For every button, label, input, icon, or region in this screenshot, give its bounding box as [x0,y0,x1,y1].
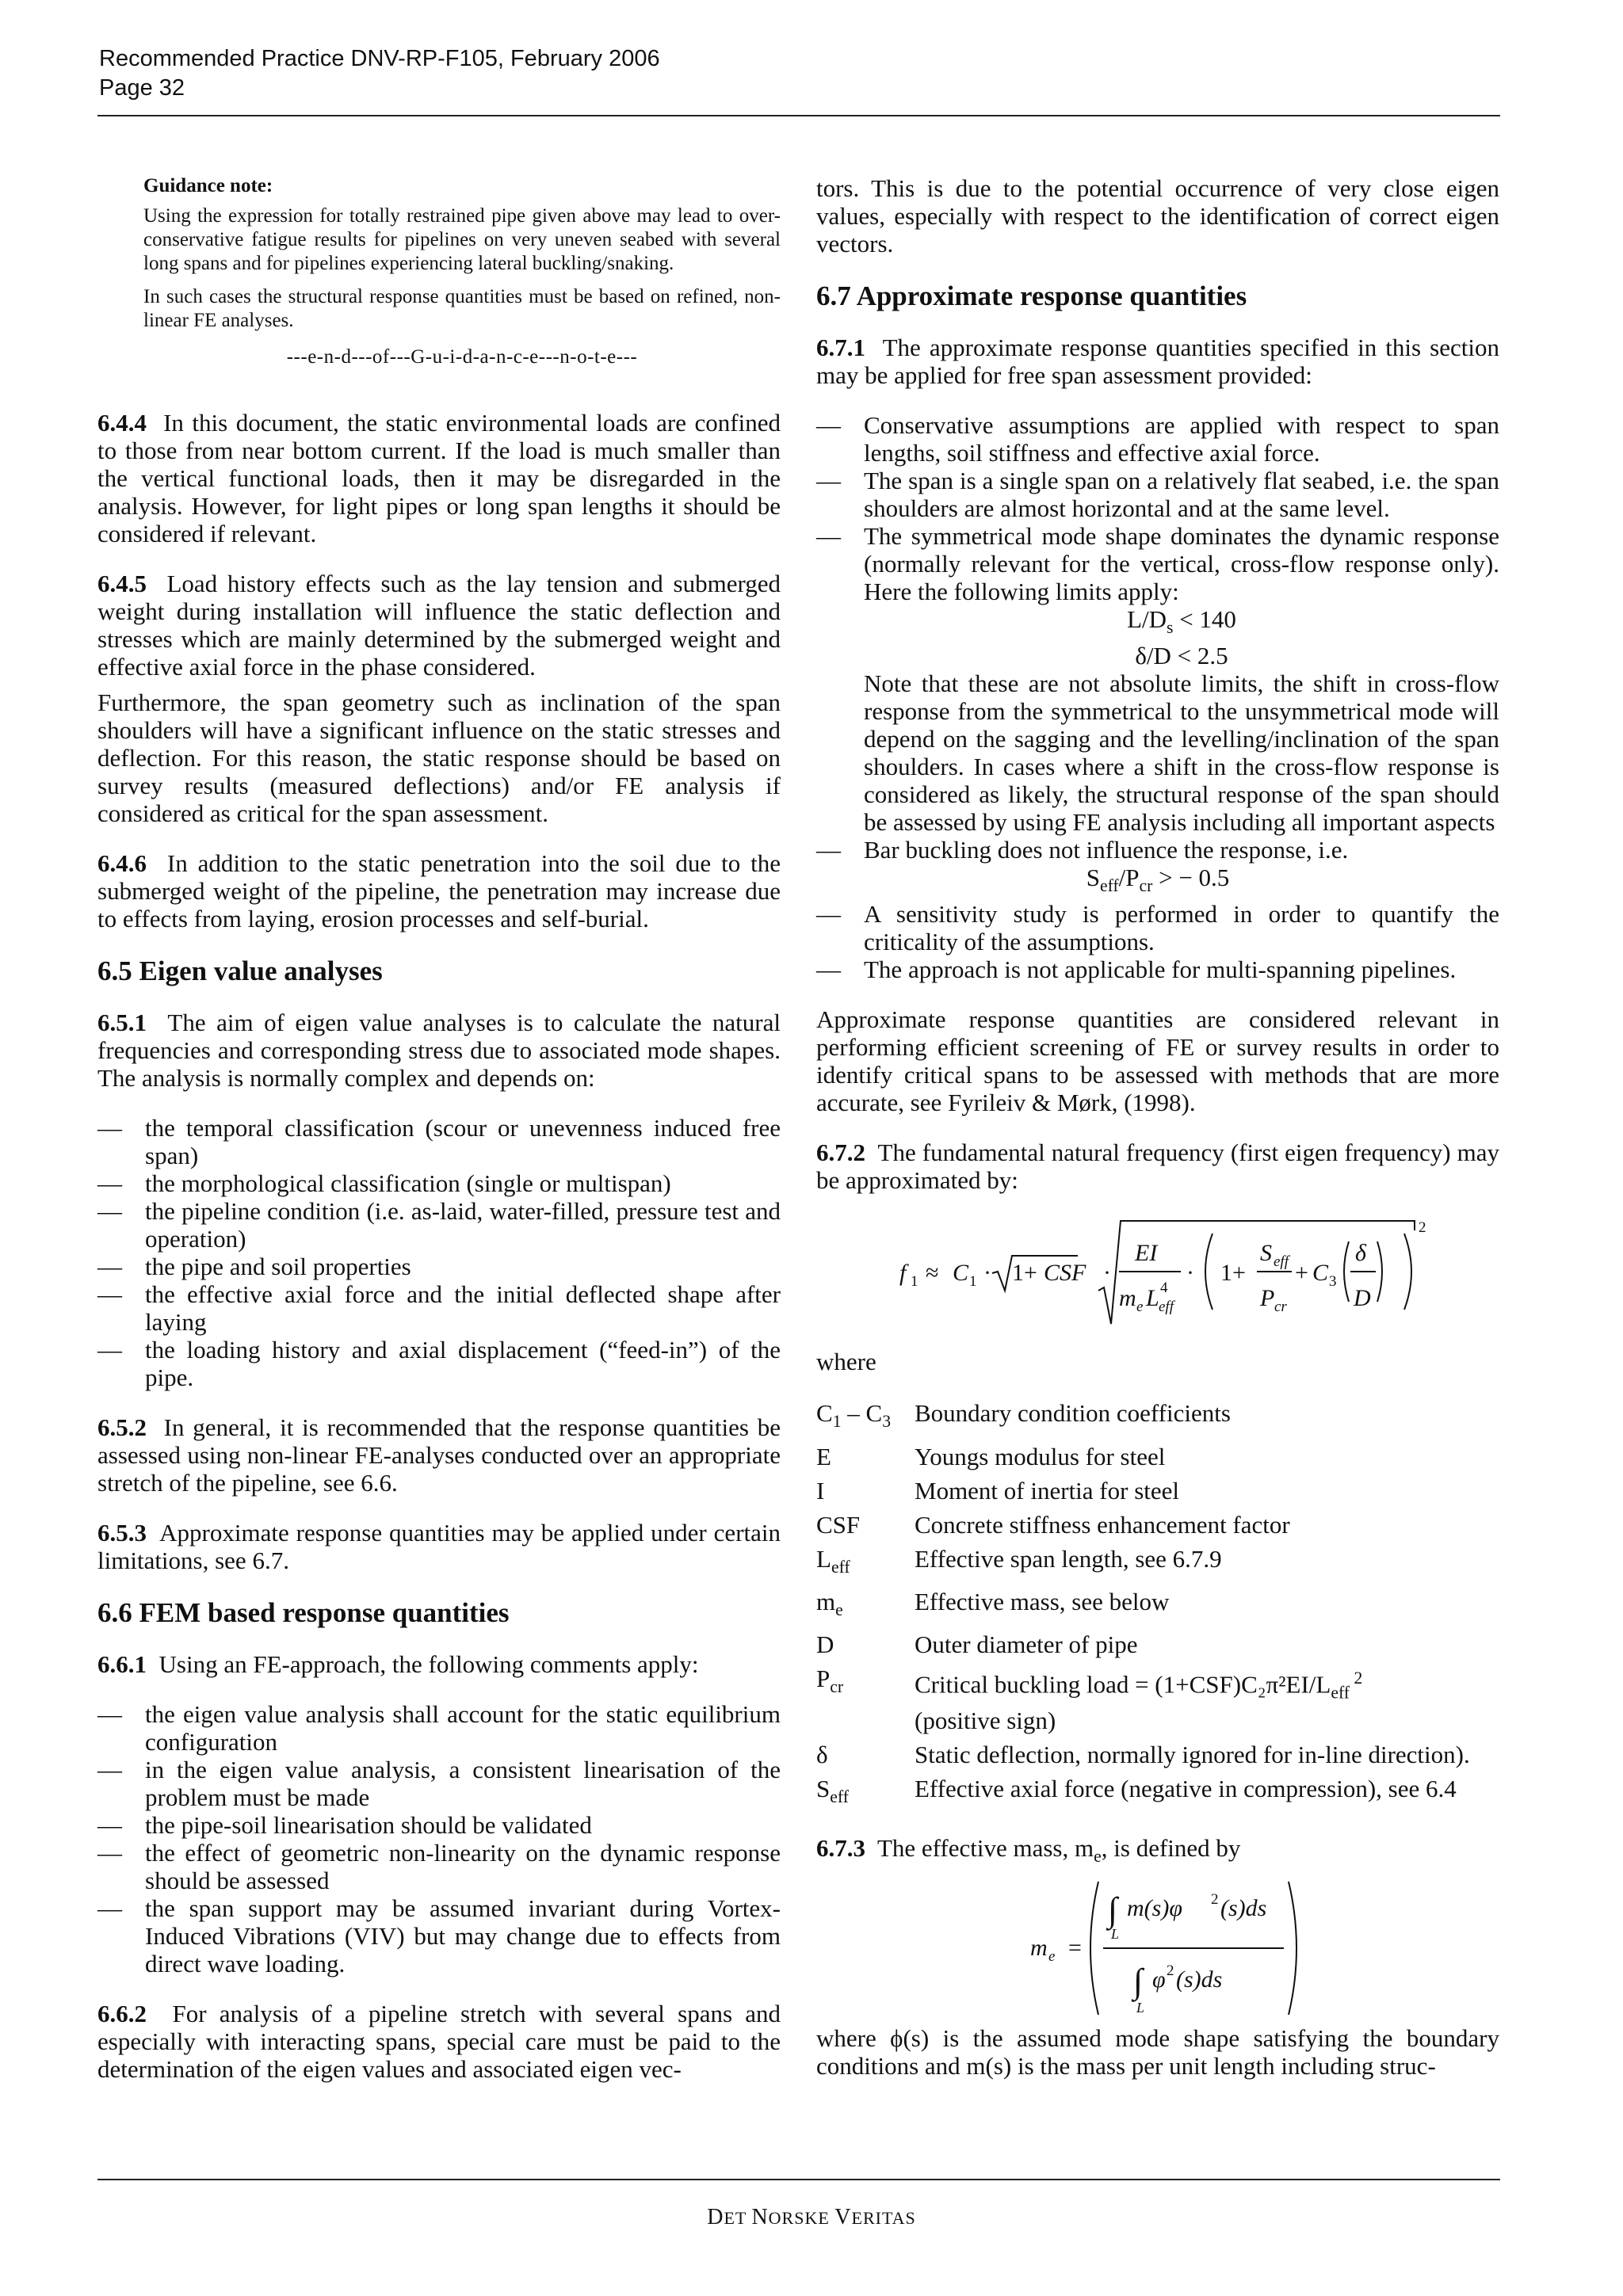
formula-sub: 1 [911,1273,918,1291]
clause-text: The effective mass, m [876,1833,1094,1862]
paragraph-6-7-1 [816,334,1499,389]
heading-6-5: 6.5 Eigen value analyses [97,955,383,986]
definition-text: Effective mass, see below [915,1587,1170,1615]
formula-symbol: (s)ds [1220,1894,1267,1921]
integral-sign: ∫ [1108,1890,1118,1929]
list-item: — Conservative assumptions are applied with respect to span lengths, soil stiffness and effective axial force. [816,411,1499,467]
definition-row [816,1741,1499,1768]
definition-row [816,1399,1499,1436]
limit-deflection: δ/D < 2.5 [1135,642,1228,670]
list-item: — the pipe and soil properties [97,1253,781,1280]
footer-sc: ET [724,2208,752,2228]
formula-sub: eff [1159,1299,1174,1316]
where-label: where [816,1348,876,1376]
formula-symbol: m(s)φ [1127,1894,1182,1921]
formula-sup: 2 [1211,1890,1219,1908]
clause-text: The fundamental natural frequency (first eigen frequency) may be approximated by: [816,1138,1499,1195]
formula-sub: L [1111,1925,1120,1942]
formula-symbol: m [1030,1934,1048,1961]
limit-text: S [1086,864,1100,892]
formula-symbol: φ [1152,1966,1166,1993]
list-item: — the morphological classification (single or multispan) [97,1169,781,1197]
paren-right-inner [1377,1241,1382,1302]
formula-sub: eff [1274,1253,1289,1271]
formula-symbol: C [1312,1260,1329,1287]
definition-row [816,1665,1499,1735]
def-text: (positive sign) [915,1707,1056,1735]
footer-cap: D [707,2205,724,2229]
definition-symbol: δ [816,1741,828,1769]
clause-text: , is defined by [1101,1833,1241,1862]
formula-sub: e [1136,1299,1144,1316]
sym: – C [841,1399,883,1428]
definition-text: Youngs modulus for steel [915,1442,1166,1470]
sym: L [816,1544,831,1573]
guidance-note [143,174,781,369]
limit-sub: eff [1099,876,1119,896]
effective-mass-formula [816,1874,1499,2024]
formula-operator: = [1068,1934,1082,1961]
definition-row [816,1588,1499,1624]
formula-symbol: δ [1355,1240,1366,1267]
definition-symbol: E [816,1442,831,1470]
footer-sc: ERITAS [851,2208,916,2228]
formula-sub: cr [1274,1299,1287,1316]
list-item: — the span support may be assumed invariant during Vortex-Induced Vibrations (VIV) but may change due to effects from direct wave loading. [97,1894,781,1978]
clause-number: 6.6.1 [97,1650,147,1678]
definition-text: Effective span length, see 6.7.9 [915,1544,1222,1573]
footer-publisher [0,2205,1623,2230]
limit-span-ratio [864,605,1499,642]
formula-symbol: (s)ds [1176,1966,1223,1993]
list-item: — the eigen value analysis shall account for the static equilibrium configuration [97,1700,781,1756]
list-6-5-1 [97,1114,781,1391]
paren-left [1205,1234,1212,1310]
paren-left [1090,1882,1098,2015]
paren-left-inner [1344,1241,1349,1302]
sym-sub: 3 [882,1412,892,1432]
integral-sign: ∫ [1133,1961,1144,2000]
def-sub: eff [1331,1683,1350,1703]
clause-text: In this document, the static environmental loads are confined to those from near bottom current. If the load is much smaller than the vertical functional loads, then it may be disregarded in the analysis. However, for light pipes or long span lengths it should be considered if relevant. [97,409,781,547]
definition-symbol [816,1775,915,1811]
definition-row [816,1630,1499,1658]
paragraph-approximate: Approximate response quantities are considered relevant in performing efficient screening of FE or survey results in order to identify critical spans to be assessed with methods that are more accurate, see Fyrileiv & Mørk, (1998). [816,1005,1499,1117]
clause-number: 6.5.2 [97,1413,147,1441]
frequency-formula-svg [816,1202,1499,1337]
list-item: — Bar buckling does not influence the response, i.e. [816,836,1499,864]
paragraph-6-7-2 [816,1138,1499,1194]
clause-number: 6.4.5 [97,570,147,597]
clause-number: 6.6.2 [97,2000,147,2027]
header-rule [97,115,1500,116]
paragraph-6-5-2 [97,1413,781,1497]
paragraph-6-4-5-cont: Furthermore, the span geometry such as inclination of the span shoulders will have a significant influence on the static stresses and deflection. For this reason, the static response should be based on survey results (measured deflections) and/or FE analysis if considered as critical for the span assessment. [97,688,781,827]
definition-symbol [816,1588,915,1624]
heading-6-7: 6.7 Approximate response quantities [816,280,1247,311]
footer-rule [97,2179,1500,2180]
paragraph-continued: tors. This is due to the potential occurrence of very close eigen values, especially with respect to the identification of correct eigen vectors. [816,174,1499,257]
definition-text: Concrete stiffness enhancement factor [915,1510,1290,1539]
def-text: Critical buckling load = (1+CSF)C₂π²EI/L [915,1670,1331,1699]
limit-text: < 140 [1173,605,1236,633]
clause-sub: e [1094,1846,1102,1866]
sym-sub: eff [830,1787,849,1807]
clause-text: In general, it is recommended that the response quantities be assessed using non-linear FE-analyses conducted over an appropriate stretch of the pipeline, see 6.6. [97,1413,781,1497]
definition-symbol: I [816,1476,825,1505]
effective-mass-formula-svg [816,1874,1499,2024]
paragraph-6-5-3 [97,1519,781,1574]
definition-text: Outer diameter of pipe [915,1630,1138,1658]
left-column [97,174,781,2105]
limit-text: L/D [1127,605,1167,633]
definition-row [816,1443,1499,1470]
list-6-7-1-cont [816,900,1499,983]
limit-sub: cr [1139,876,1153,896]
sym: C [816,1399,833,1428]
sym: m [816,1587,836,1615]
paragraph-6-4-6 [97,849,781,933]
paragraph-6-4-4 [97,409,781,547]
sym: S [816,1775,831,1803]
paragraph-6-4-5 [97,570,781,681]
footer-sc: ORSKE [768,2208,835,2228]
document-title: Recommended Practice DNV-RP-F105, February 2006 [99,46,660,71]
clause-number: 6.4.4 [97,409,147,437]
clause-text: Load history effects such as the lay tension and submerged weight during installation will influence the static deflection and stresses which are mainly determined by the submerged weight and effective axial force in the phase considered. [97,570,781,681]
list-item: — The approach is not applicable for multi-spanning pipelines. [816,955,1499,983]
formula-symbol: P [1260,1285,1275,1312]
list-item: — the effect of geometric non-linearity on the dynamic response should be assessed [97,1839,781,1894]
definition-text: Effective axial force (negative in compression), see 6.4 [915,1775,1457,1803]
clause-number: 6.5.1 [97,1009,147,1036]
formula-symbol: C [953,1260,969,1287]
list-item: — The span is a single span on a relatively flat seabed, i.e. the span shoulders are almost horizontal and at the same level. [816,467,1499,522]
definition-symbol [816,1665,915,1735]
guidance-end: ---e-n-d---of---G-u-i-d-a-n-c-e---n-o-t-e--- [286,346,638,368]
formula-sub: 3 [1329,1273,1337,1291]
formula-sup: 4 [1160,1280,1168,1297]
clause-number: 6.5.3 [97,1519,147,1547]
formula-operator: + [1295,1260,1308,1287]
formula-symbol: L [1146,1285,1159,1312]
list-6-7-1-bar [816,836,1499,864]
definition-text: Static deflection, normally ignored for in-line direction). [915,1741,1470,1769]
formula-term: 1+ [1012,1260,1037,1287]
limits-block [816,605,1499,836]
definition-row [816,1477,1499,1505]
formula-sub: 1 [969,1273,977,1291]
formula-symbol: m [1119,1285,1136,1312]
formula-operator: · [1103,1260,1111,1287]
paragraph-mode-shape: where ϕ(s) is the assumed mode shape satisfying the boundary conditions and m(s) is the mass per unit length including struc- [816,2023,1499,2080]
symbol-definitions [816,1399,1499,1811]
limit-text: /P [1118,864,1140,892]
list-item: — The symmetrical mode shape dominates the dynamic response (normally relevant for the vertical, cross-flow response only). Here the following limits apply: [816,522,1499,605]
sym-sub: cr [830,1677,844,1697]
definition-text: Moment of inertia for steel [915,1476,1180,1505]
formula-operator: · [1186,1260,1194,1287]
list-item: — A sensitivity study is performed in order to quantify the criticality of the assumptions. [816,900,1499,955]
formula-sup: 2 [1167,1962,1174,1979]
guidance-paragraph: Using the expression for totally restrained pipe given above may lead to over-conservative fatigue results for pipelines on very uneven seabed with several long spans and for pipelines experiencing lateral buckling/snaking. [143,205,781,274]
sym-sub: eff [831,1557,850,1577]
formula-symbol: f [899,1260,907,1287]
definition-row [816,1511,1499,1539]
list-item: — in the eigen value analysis, a consistent linearisation of the problem must be made [97,1756,781,1811]
definition-text [915,1665,1499,1735]
definition-symbol [816,1545,915,1581]
footer-cap: V [834,2205,852,2229]
paragraph-6-7-3 [816,1834,1499,1871]
definition-row [816,1545,1499,1581]
formula-operator: ≈ [926,1260,939,1287]
formula-symbol: EI [1135,1240,1158,1267]
paragraph-6-6-2 [97,2000,781,2083]
list-item: — the temporal classification (scour or unevenness induced free span) [97,1114,781,1169]
def-sup: 2 [1350,1668,1363,1688]
clause-text: In addition to the static penetration into the soil due to the submerged weight of the pipeline, the penetration may increase due to effects from laying, erosion processes and self-burial. [97,849,781,933]
definition-symbol [816,1399,915,1436]
definition-row [816,1775,1499,1811]
list-item: — the effective axial force and the initial deflected shape after laying [97,1280,781,1336]
sym-sub: e [835,1600,843,1619]
list-item: — the pipe-soil linearisation should be validated [97,1811,781,1839]
guidance-title: Guidance note: [143,175,273,196]
list-6-7-1 [816,411,1499,605]
clause-text: For analysis of a pipeline stretch with several spans and especially with interacting spans, special care must be paid to the determination of the eigen values and associated eigen vec- [97,2000,781,2083]
clause-text: Approximate response quantities may be applied under certain limitations, see 6.7. [97,1519,781,1574]
definition-text: Boundary condition coefficients [915,1399,1231,1428]
formula-term: 1+ [1220,1260,1246,1287]
sym-sub: 1 [832,1412,842,1432]
limit-sub: s [1167,618,1174,638]
formula-symbol: S [1260,1240,1272,1267]
guidance-paragraph: In such cases the structural response quantities must be based on refined, non-linear FE analyses. [143,286,781,331]
formula-sup: 2 [1419,1219,1426,1237]
formula-operator: · [983,1260,991,1287]
definition-symbol: D [816,1630,834,1658]
heading-6-6: 6.6 FEM based response quantities [97,1597,510,1628]
right-column [816,174,1499,2102]
sym: P [816,1664,831,1692]
clause-number: 6.7.3 [816,1833,865,1862]
formula-symbol: D [1354,1285,1371,1312]
clause-number: 6.4.6 [97,849,147,877]
list-item: — the pipeline condition (i.e. as-laid, water-filled, pressure test and operation) [97,1197,781,1253]
limits-note: Note that these are not absolute limits, the shift in cross-flow response from the symmetrical to the unsymmetrical mode will depend on the sagging and the levelling/inclination of the span shoulders. In cases where a shift in the cross-flow response is considered as likely, the structural response of the span should be assessed by using FE analysis including all important aspects [864,669,1499,837]
formula-sub: e [1048,1947,1056,1965]
clause-text: The aim of eigen value analyses is to calculate the natural frequencies and corresponding stress due to associated mode shapes. The analysis is normally complex and depends on: [97,1009,781,1092]
formula-symbol: CSF [1044,1260,1086,1287]
frequency-formula [816,1202,1499,1337]
clause-number: 6.7.2 [816,1138,865,1167]
page-number: Page 32 [99,75,185,101]
paragraph-6-5-1 [97,1009,781,1092]
paren-right [1289,1882,1296,2015]
page-header [99,44,660,103]
clause-text: The approximate response quantities specified in this section may be applied for free span assessment provided: [816,334,1499,389]
formula-sub: L [1136,1999,1145,2016]
clause-number: 6.7.1 [816,334,865,361]
definition-symbol: CSF [816,1510,861,1539]
footer-cap: N [751,2205,769,2229]
list-6-6-1 [97,1700,781,1978]
paren-right [1404,1234,1411,1310]
clause-text: Using an FE-approach, the following comments apply: [158,1650,699,1678]
list-item: — the loading history and axial displacement (“feed-in”) of the pipe. [97,1336,781,1391]
limit-text: > − 0.5 [1152,864,1230,892]
limit-axial-force [816,864,1499,900]
paragraph-6-6-1 [97,1650,781,1678]
